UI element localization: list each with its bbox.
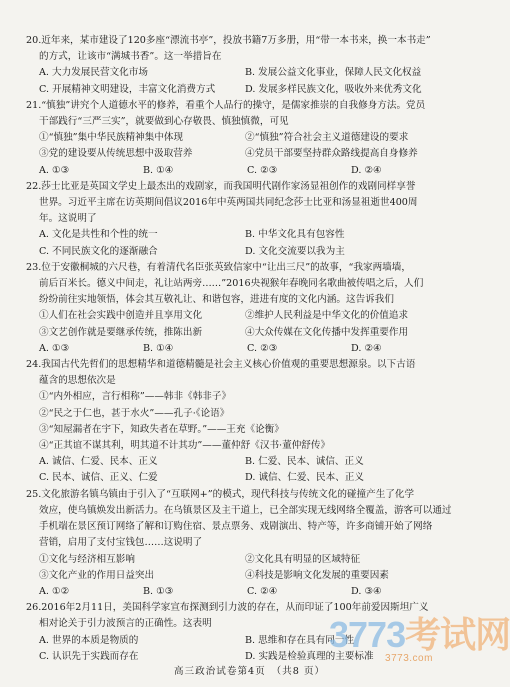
- option-b: B. 仁爱、民本、诚信、正义: [245, 456, 364, 468]
- statement-item: ②“慎独”符合社会主义道德建设的要求: [245, 132, 409, 144]
- site-watermark: [329, 614, 510, 669]
- statement-item: ③“知屋漏者在宇下，知政失者在草野。”——王充《论衡》: [39, 423, 284, 435]
- option-a: A. 世界的本质是物质的: [39, 634, 139, 646]
- statement-item: ①文化与经济相互影响: [39, 553, 135, 565]
- question-stem: 手机端在景区预订网络了解和订购住宿、景点票务、戏剧演出、特产等，许多商铺开始了网络: [39, 521, 433, 533]
- statement-item: ④党员干部要坚持群众路线提高自身修养: [245, 148, 418, 160]
- option-c: C. 开展精神文明建设，丰富文化消费方式: [39, 83, 216, 95]
- option-c: C. ②③: [247, 342, 278, 354]
- question-stem: 效应，使乌镇焕发出新活力。在乌镇景区及主干道上，已全部实现无线网络全覆盖，游客可以通过: [39, 504, 452, 516]
- answer-options: [26, 584, 477, 600]
- watermark-url: 3773.com: [385, 653, 433, 664]
- watermark-logo-number: 3773: [329, 614, 406, 655]
- answer-options: [26, 227, 477, 259]
- question-24: [26, 357, 477, 487]
- statement-item: ④大众传媒在文化传播中发挥重要作用: [245, 326, 409, 338]
- answer-options: [26, 65, 477, 97]
- statement-item: ④“正其谊不谋其利，明其道不计其功”——董仲舒《汉书·董仲舒传》: [39, 440, 331, 452]
- statement-items: [26, 552, 477, 584]
- option-d: D. ③④: [351, 585, 382, 597]
- page-footer: 高三政治试卷第4页 （共8 页）: [173, 666, 326, 677]
- option-b: B. ①③: [143, 585, 174, 597]
- answer-options: [26, 163, 477, 179]
- question-stem: 纷纷前往实地领悟，体会其互敬礼让、和谐包容，进进有度的文化内涵。这告诉我们: [39, 294, 394, 306]
- question-20: [26, 33, 477, 98]
- answer-options: [26, 341, 477, 357]
- statement-items: [26, 308, 477, 340]
- option-b: B. 发展公益文化事业，保障人民文化权益: [245, 67, 422, 79]
- answer-options: [26, 454, 477, 486]
- question-stem: 相对论关于引力波预言的正确性。这表明: [39, 618, 212, 630]
- option-a: A. 大力发展民营文化市场: [39, 67, 148, 79]
- statement-item: ②“民之于仁也，甚于水火”——孔子·《论语》: [39, 407, 230, 419]
- question-stem: 前后百米长。德义中间走，礼让站两旁……”2016央视猴年春晚同名歌曲被传唱之后，人们: [39, 278, 424, 290]
- statement-item: ①“内外相应，言行相称”——韩非《韩非子》: [39, 391, 232, 403]
- question-25: [26, 487, 477, 600]
- statement-item: ③文化产业的作用日益突出: [39, 569, 155, 581]
- option-c: C. ②③: [247, 164, 278, 176]
- question-stem: 21.“慎独”讲究个人道德水平的修养，看重个人品行的操守，是儒家推崇的自我修身方法。党员: [26, 99, 426, 111]
- question-stem: 世界。习近平主席在访英期间倡议2016年中英两国共同纪念莎士比亚和汤显祖逝世400周: [39, 197, 418, 209]
- question-21: [26, 98, 477, 179]
- option-a: A. ①③: [39, 164, 70, 176]
- question-stem: 26.2016年2月11日，美国科学家宣布探测到引力波的存在，从而印证了100年前爱因斯坦广义: [26, 602, 429, 614]
- statement-items: [26, 130, 477, 162]
- option-a: A. ①③: [39, 342, 70, 354]
- watermark-logo-text: 考试网: [405, 614, 510, 655]
- statement-item: ②维护人民利益是中华文化的价值追求: [245, 310, 409, 322]
- option-c: C. 认识先于实践而存在: [39, 650, 139, 662]
- option-c: C. ②④: [247, 585, 278, 597]
- statement-item: ③党的建设要从传统思想中汲取营养: [39, 148, 193, 160]
- option-a: A. 文化是共性和个性的统一: [39, 229, 158, 241]
- statement-item: ②文化具有明显的区域特征: [245, 553, 361, 565]
- statement-item: ①人们在社会实践中创造并且享用文化: [39, 310, 203, 322]
- question-stem: 的方式，让该市“满城书香”。这一举措旨在: [39, 51, 222, 63]
- option-d: D. 实践是检验真理的主要标准: [245, 650, 374, 662]
- question-stem: 年。这说明了: [39, 213, 97, 225]
- option-b: B. ①④: [143, 342, 174, 354]
- question-stem: 干部践行“三严三实”，就要做到心存敬畏、慎独慎微，可见: [39, 116, 289, 128]
- question-stem: 25.文化旅游名镇乌镇由于引入了“互联网+”的模式，现代科技与传统文化的碰撞产生了化学: [26, 488, 415, 500]
- option-a: A. ①②: [39, 585, 70, 597]
- question-stem: 蕴含的思想依次是: [39, 375, 116, 387]
- option-b: B. ①④: [143, 164, 174, 176]
- statement-item: ①“慎独”集中华民族精神集中体现: [39, 132, 184, 144]
- watermark-logo: [329, 614, 510, 655]
- option-a: A. 诚信、仁爱、民本、正义: [39, 456, 158, 468]
- question-stem: 22.莎士比亚是英国文学史上最杰出的戏剧家，而我国明代剧作家汤显祖创作的戏剧同样享誉: [26, 180, 416, 192]
- question-22: [26, 179, 477, 260]
- question-stem: 24.我国古代先哲们的思想精华和道德精髓是社会主义核心价值观的重要思想源泉。以下古语: [26, 359, 416, 371]
- option-c: C. 不同民族文化的逐渐融合: [39, 245, 158, 257]
- option-d: D. ②④: [351, 164, 382, 176]
- option-d: D. ②④: [351, 342, 382, 354]
- question-23: [26, 260, 477, 357]
- option-b: B. 思维和存在具有同一性: [245, 634, 355, 646]
- question-stem: 23.位于安徽桐城的六尺巷，有着清代名臣张英致信家中“让出三尺”的故事，“我家两墙墙，: [26, 261, 411, 273]
- option-c: C. 民本、诚信、正义、仁爱: [39, 472, 158, 484]
- question-stem: 20.近年来，某市建设了120多座“漂流书亭”，投放书籍7万多册，用“带一本书来，换一本书走”: [26, 35, 431, 46]
- option-d: D. 发展多样民族文化，吸收外来优秀文化: [245, 83, 422, 95]
- statement-item: ④科技是影响文化发展的重要因素: [245, 569, 389, 581]
- statement-item: ③文艺创作就是要继承传统，推陈出新: [39, 326, 203, 338]
- question-stem: 营销，启用了支付宝钱包……这说明了: [39, 537, 203, 549]
- option-d: D. 文化交流要以我为主: [245, 245, 345, 257]
- option-d: D. 诚信、仁爱、民本、正义: [245, 472, 364, 484]
- option-b: B. 中华文化具有包容性: [245, 229, 345, 241]
